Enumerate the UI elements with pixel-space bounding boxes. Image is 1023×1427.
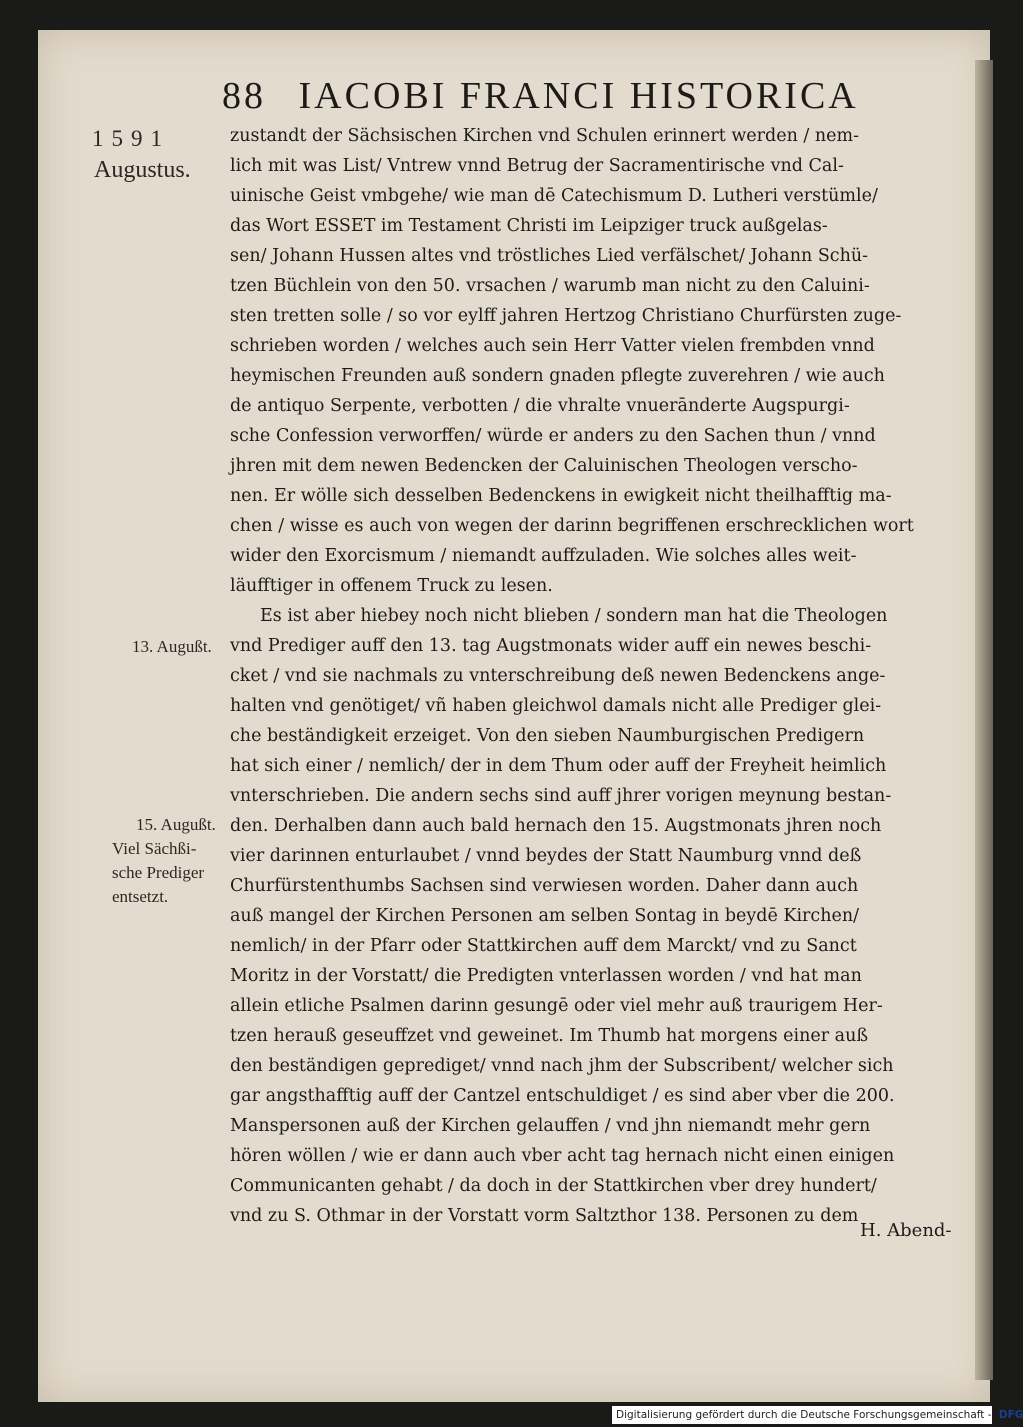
text-line: cket / vnd sie nachmals zu vnterschreibung deß newen Bedenckens ange-: [230, 666, 886, 686]
text-line: che beständigkeit erzeiget. Von den sieben Naumburgischen Predigern: [230, 726, 865, 746]
text-line: chen / wisse es auch von wegen der darinn begriffenen erschrecklichen wort: [230, 516, 914, 536]
text-line: vnterschrieben. Die andern sechs sind auff jhrer vorigen meynung bestan-: [230, 786, 892, 806]
margin-note-date: 13. Augußt.: [132, 637, 212, 656]
page-edge: [975, 60, 993, 1380]
text-line: vnd Prediger auff den 13. tag Augstmonats wider auff ein newes beschi-: [230, 636, 872, 656]
margin-note-line: Viel Sächßi-: [112, 839, 197, 858]
margin-note-line: entsetzt.: [112, 887, 169, 906]
text-line: gar angsthafftig auff der Cantzel entschuldiget / es sind aber vber die 200.: [230, 1086, 895, 1106]
margin-note-date2: 15. Augußt.: [136, 815, 216, 834]
text-line: den beständigen geprediget/ vnnd nach jhm der Subscribent/ welcher sich: [230, 1056, 894, 1076]
text-line: vier darinnen enturlaubet / vnnd beydes der Statt Naumburg vnnd deß: [230, 846, 862, 866]
margin-note-line: sche Prediger: [112, 863, 205, 882]
text-line: allein etliche Psalmen darinn gesungē oder viel mehr auß traurigem Her-: [230, 996, 883, 1016]
margin-month: Augustus.: [94, 157, 191, 183]
text-line: jhren mit dem newen Bedencken der Caluinischen Theologen verscho-: [230, 456, 858, 476]
dfg-logo: DFG: [998, 1409, 1023, 1421]
margin-year: 1591: [92, 126, 170, 151]
text-line: Communicanten gehabt / da doch in der Stattkirchen vber drey hundert/: [230, 1176, 877, 1196]
text-line: hören wöllen / wie er dann auch vber acht tag hernach nicht einen einigen: [230, 1146, 895, 1166]
text-line: schrieben worden / welches auch sein Herr Vatter vielen frembden vnnd: [230, 336, 875, 356]
text-line: nemlich/ in der Pfarr oder Stattkirchen auff dem Marckt/ vnd zu Sanct: [230, 936, 857, 956]
text-line: vnd zu S. Othmar in der Vorstatt vorm Saltzthor 138. Personen zu dem: [230, 1206, 859, 1226]
text-line: tzen herauß geseuffzet vnd geweinet. Im Thumb hat morgens einer auß: [230, 1026, 869, 1046]
text-line: Es ist aber hiebey noch nicht blieben / sondern man hat die Theologen: [260, 606, 888, 626]
text-line: sten tretten solle / so vor eylff jahren Hertzog Christiano Churfürsten zuge-: [230, 306, 902, 326]
catchword: H. Abend-: [860, 1220, 952, 1241]
text-line: auß mangel der Kirchen Personen am selben Sontag in beydē Kirchen/: [230, 906, 860, 926]
text-line: zustandt der Sächsischen Kirchen vnd Schulen erinnert werden / nem-: [230, 126, 860, 146]
page-number: 88: [222, 75, 266, 117]
text-line: lich mit was List/ Vntrew vnnd Betrug der Sacramentirische vnd Cal-: [230, 156, 844, 176]
text-line: Moritz in der Vorstatt/ die Predigten vnterlassen worden / vnd hat man: [230, 966, 862, 986]
footer-text: Digitalisierung gefördert durch die Deutsche Forschungsgemeinschaft -: [616, 1409, 992, 1421]
text-line: sen/ Johann Hussen altes vnd tröstliches Lied verfälschet/ Johann Schü-: [230, 246, 869, 266]
footer-credit: [612, 1406, 1023, 1424]
text-line: uinische Geist vmbgehe/ wie man dē Catechismum D. Lutheri verstümle/: [230, 186, 878, 206]
text-line: heymischen Freunden auß sondern gnaden pflegte zuverehren / wie auch: [230, 366, 885, 386]
text-line: halten vnd genötiget/ vñ haben gleichwol damals nicht alle Prediger glei-: [230, 696, 882, 716]
text-line: nen. Er wölle sich desselben Bedenckens in ewigkeit nicht theilhafftig ma-: [230, 486, 892, 506]
text-line: sche Confession verworffen/ würde er anders zu den Sachen thun / vnnd: [230, 426, 876, 446]
running-header: [222, 74, 882, 124]
text-line: läufftiger in offenem Truck zu lesen.: [230, 576, 553, 596]
text-line: den. Derhalben dann auch bald hernach den 15. Augstmonats jhren noch: [230, 816, 882, 836]
text-line: de antiquo Serpente, verbotten / die vhralte vnuerānderte Augspurgi-: [230, 396, 850, 416]
text-line: tzen Büchlein von den 50. vrsachen / warumb man nicht zu den Caluini-: [230, 276, 870, 296]
text-line: das Wort ESSET im Testament Christi im Leipziger truck außgelas-: [230, 216, 828, 236]
text-line: hat sich einer / nemlich/ der in dem Thum oder auff der Freyheit heimlich: [230, 756, 887, 776]
text-line: Churfürstenthumbs Sachsen sind verwiesen worden. Daher dann auch: [230, 876, 859, 896]
text-line: Manspersonen auß der Kirchen gelauffen / vnd jhn niemandt mehr gern: [230, 1116, 871, 1136]
running-title: IACOBI FRANCI HISTORICA: [298, 75, 859, 117]
text-line: wider den Exorcismum / niemandt auffzuladen. Wie solches alles weit-: [230, 546, 857, 566]
